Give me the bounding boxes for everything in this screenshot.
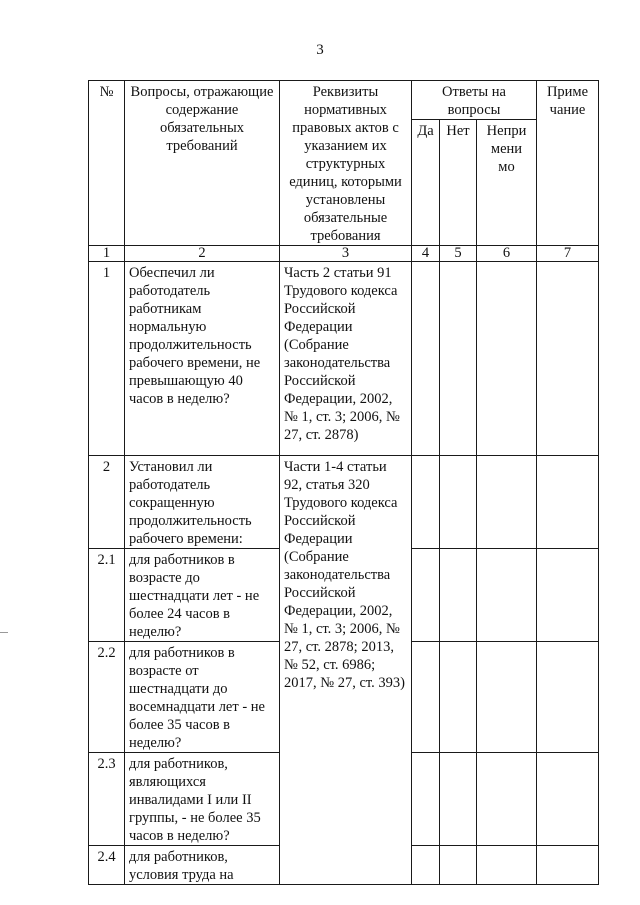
answer-yes-cell xyxy=(412,549,440,642)
answer-no-cell xyxy=(440,262,477,456)
answer-na-cell xyxy=(477,456,537,549)
answer-na-cell xyxy=(477,642,537,753)
row-number: 2.3 xyxy=(89,753,125,846)
column-number: 7 xyxy=(537,246,599,262)
row-question: для работников в возрасте до шестнадцати лет - не более 24 часов в неделю? xyxy=(125,549,280,642)
header-note: Приме чание xyxy=(537,81,599,246)
note-cell xyxy=(537,753,599,846)
note-cell xyxy=(537,642,599,753)
column-number: 3 xyxy=(280,246,412,262)
column-number: 1 xyxy=(89,246,125,262)
row-question: для работников в возрасте от шестнадцати до восемнадцати лет - не более 35 часов в неделю? xyxy=(125,642,280,753)
answer-na-cell xyxy=(477,262,537,456)
note-cell xyxy=(537,456,599,549)
header-requisites: Реквизиты нормативных правовых актов с указанием их структурных единиц, которыми установлены обязательные требования xyxy=(280,81,412,246)
row-question: Установил ли работодатель сокращенную продолжительность рабочего времени: xyxy=(125,456,280,549)
row-number: 2.2 xyxy=(89,642,125,753)
column-number: 5 xyxy=(440,246,477,262)
row-question: для работников, являющихся инвалидами I или II группы, - не более 35 часов в неделю? xyxy=(125,753,280,846)
answer-no-cell xyxy=(440,456,477,549)
answer-yes-cell xyxy=(412,642,440,753)
header-answers: Ответы на вопросы xyxy=(412,81,537,120)
answer-no-cell xyxy=(440,753,477,846)
header-no: Нет xyxy=(440,120,477,246)
table-row xyxy=(89,262,599,456)
answer-na-cell xyxy=(477,549,537,642)
row-number: 2.1 xyxy=(89,549,125,642)
header-num: № xyxy=(89,81,125,246)
header-not-applicable: Непри мени мо xyxy=(477,120,537,246)
answer-yes-cell xyxy=(412,846,440,885)
table-row xyxy=(89,456,599,549)
header-questions: Вопросы, отражающие содержание обязательных требований xyxy=(125,81,280,246)
header-yes: Да xyxy=(412,120,440,246)
answer-no-cell xyxy=(440,846,477,885)
column-number-row xyxy=(89,246,599,262)
row-requisite: Части 1-4 статьи 92, статья 320 Трудового кодекса Российской Федерации (Собрание законодательства Российской Федерации, 2002, № 1, ст. 3; 2006, № 27, ст. 2878; 2013, № 52, ст. 6986; 2017, № 27, ст. 393) xyxy=(280,456,412,885)
page-number: 3 xyxy=(316,42,324,58)
answer-na-cell xyxy=(477,753,537,846)
note-cell xyxy=(537,262,599,456)
row-requisite: Часть 2 статьи 91 Трудового кодекса Российской Федерации (Собрание законодательства Российской Федерации, 2002, № 1, ст. 3; 2006, № 27, ст. 2878) xyxy=(280,262,412,456)
row-question: для работников, условия труда на xyxy=(125,846,280,885)
margin-mark xyxy=(0,632,8,633)
row-number: 2.4 xyxy=(89,846,125,885)
row-number: 1 xyxy=(89,262,125,456)
row-number: 2 xyxy=(89,456,125,549)
answer-yes-cell xyxy=(412,753,440,846)
answer-no-cell xyxy=(440,549,477,642)
answer-na-cell xyxy=(477,846,537,885)
answer-no-cell xyxy=(440,642,477,753)
row-question: Обеспечил ли работодатель работникам нормальную продолжительность рабочего времени, не превышающую 40 часов в неделю? xyxy=(125,262,280,456)
answer-yes-cell xyxy=(412,456,440,549)
checklist-table xyxy=(88,80,599,885)
note-cell xyxy=(537,549,599,642)
column-number: 4 xyxy=(412,246,440,262)
answer-yes-cell xyxy=(412,262,440,456)
column-number: 2 xyxy=(125,246,280,262)
header-row xyxy=(89,81,599,120)
note-cell xyxy=(537,846,599,885)
column-number: 6 xyxy=(477,246,537,262)
